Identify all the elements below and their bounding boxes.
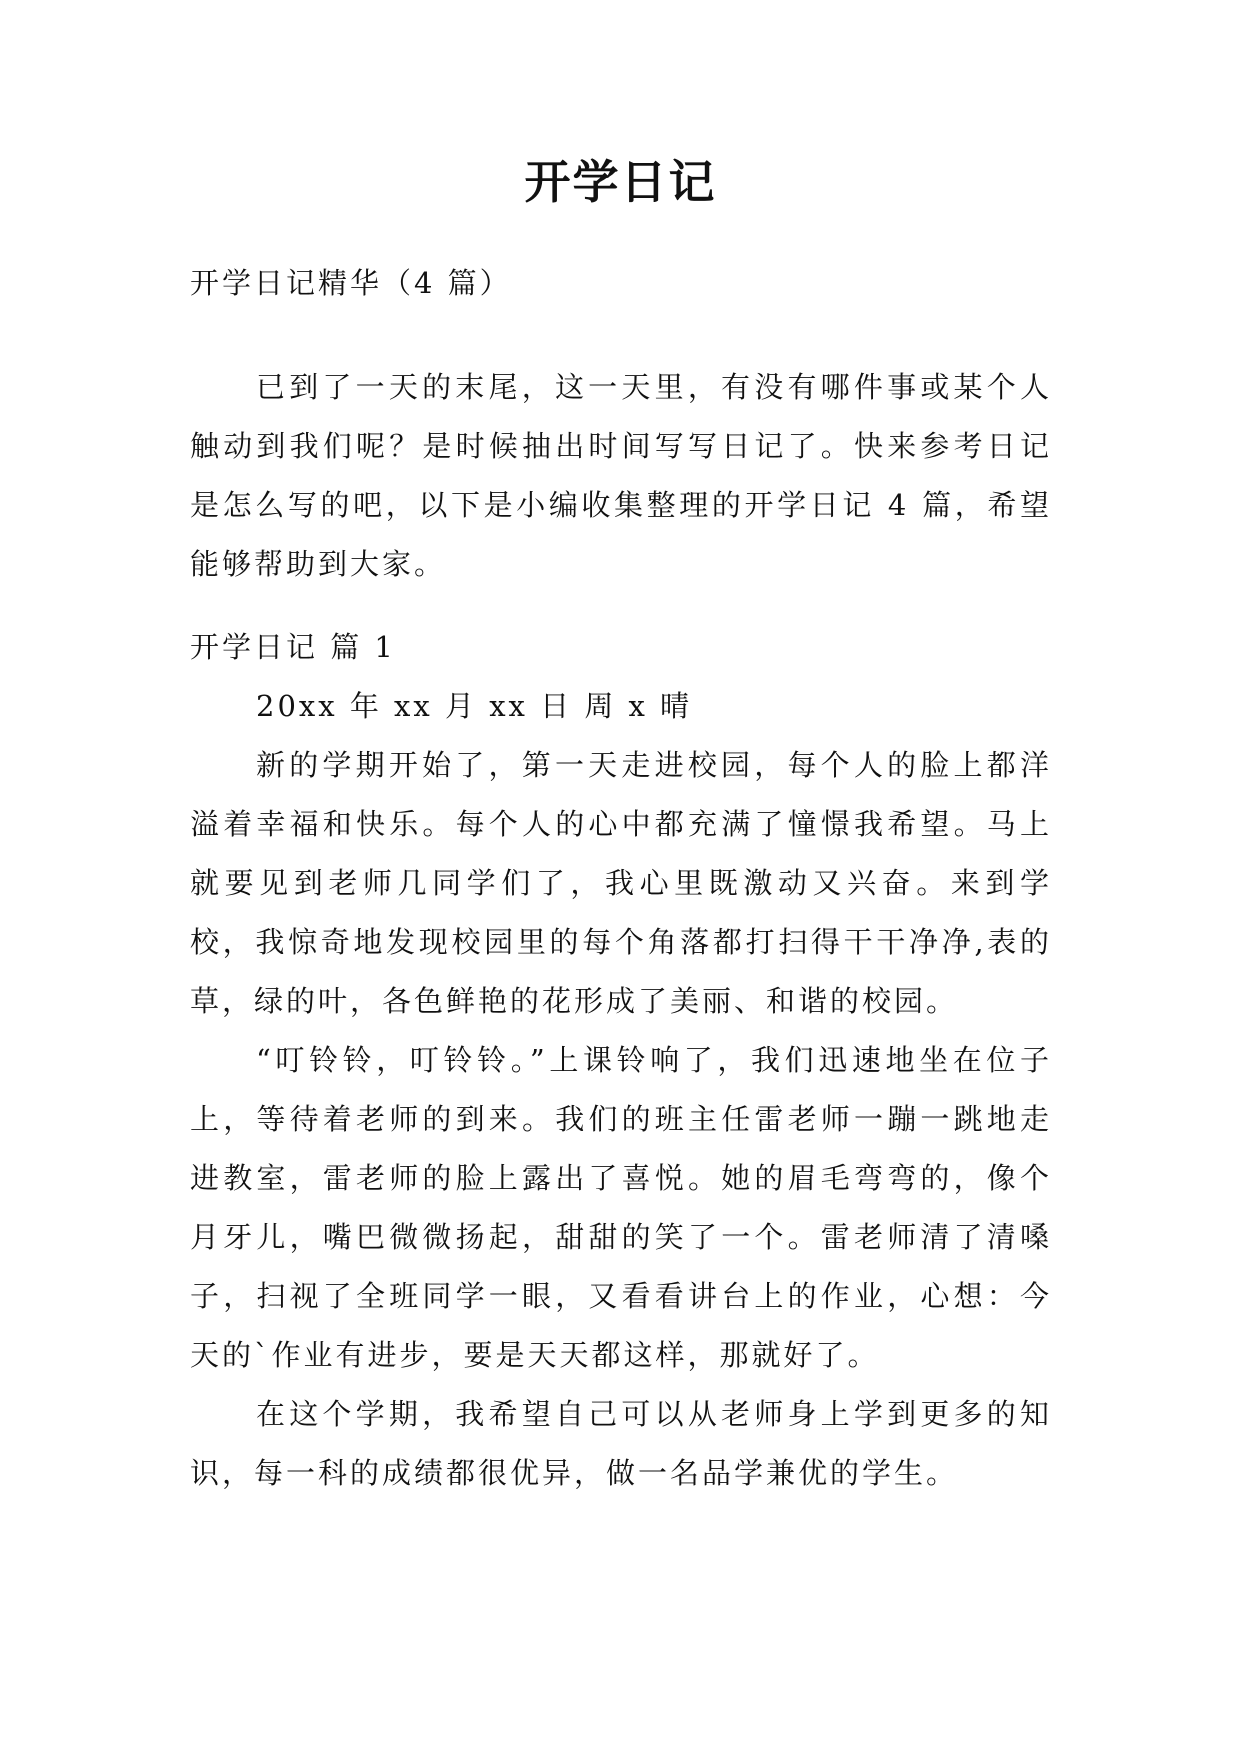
section-1-paragraph-1: 新的学期开始了，第一天走进校园，每个人的脸上都洋溢着幸福和快乐。每个人的心中都充满了憧憬我希望。马上就要见到老师几同学们了，我心里既激动又兴奋。来到学校，我惊奇地发现校园里的每个角落都打扫得干干净净,表的草，绿的叶，各色鲜艳的花形成了美丽、和谐的校园。	[190, 748, 1052, 1018]
section-1-paragraph-2: “叮铃铃，叮铃铃。”上课铃响了，我们迅速地坐在位子上，等待着老师的到来。我们的班主任雷老师一蹦一跳地走进教室，雷老师的脸上露出了喜悦。她的眉毛弯弯的，像个月牙儿，嘴巴微微扬起，甜甜的笑了一个。雷老师清了清嗓子，扫视了全班同学一眼，又看看讲台上的作业，心想：今天的`作业有进步，要是天天都这样，那就好了。	[190, 1043, 1052, 1372]
section-1	[190, 618, 1052, 1503]
document-title: 开学日记	[524, 155, 717, 209]
document-subtitle: 开学日记精华（4 篇）	[190, 266, 512, 300]
section-1-heading: 开学日记 篇 1	[190, 630, 396, 664]
document-subtitle-block	[190, 254, 1052, 313]
section-1-paragraph-3: 在这个学期，我希望自己可以从老师身上学到更多的知识，每一科的成绩都很优异，做一名品学兼优的学生。	[190, 1397, 1052, 1490]
intro-block	[190, 358, 1052, 594]
section-1-date-line: 20xx 年 xx 月 xx 日 周 x 晴	[256, 689, 693, 723]
intro-paragraph: 已到了一天的末尾，这一天里，有没有哪件事或某个人触动到我们呢？是时候抽出时间写写日记了。快来参考日记是怎么写的吧，以下是小编收集整理的开学日记 4 篇，希望能够帮助到大家。	[190, 370, 1052, 581]
